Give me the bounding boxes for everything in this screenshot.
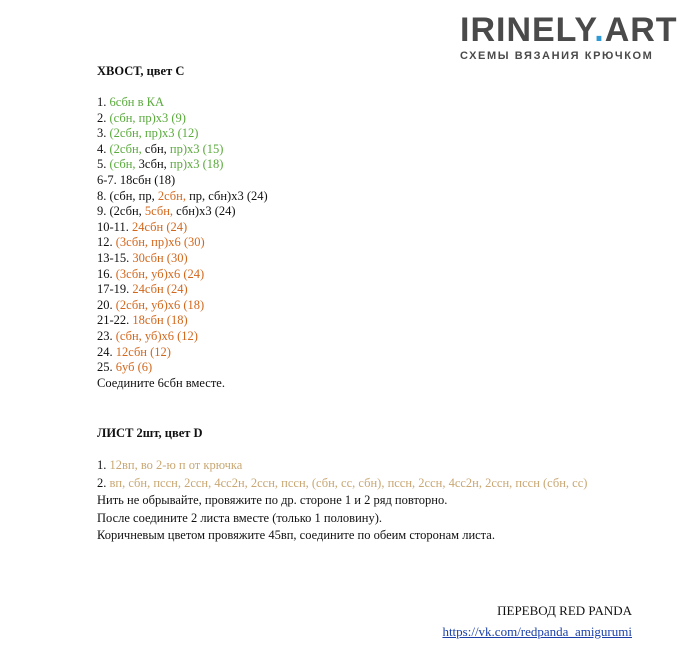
tail-row-segment: 3. bbox=[97, 126, 110, 141]
leaf-row bbox=[97, 492, 657, 510]
vk-link[interactable]: https://vk.com/redpanda_amigurumi bbox=[442, 624, 632, 639]
tail-row-segment: (3сбн, уб)х6 (24) bbox=[115, 266, 205, 281]
tail-row bbox=[97, 298, 657, 314]
leaf-row-segment: Нить не обрывайте, провяжите по др. стороне 1 и 2 ряд повторно. bbox=[97, 493, 448, 508]
tail-row-segment: 25. bbox=[97, 360, 116, 375]
tail-row-segment: 6сбн в КА bbox=[109, 95, 165, 109]
tail-row-segment: 1. bbox=[97, 95, 110, 109]
tail-row bbox=[97, 189, 657, 205]
tail-row-segment: 2. bbox=[97, 110, 110, 125]
tail-row-segment: 8. (сбн, пр, bbox=[97, 188, 158, 203]
tail-row-segment: пр, сбн)х3 (24) bbox=[189, 188, 268, 203]
tail-row-segment: пр)х3 (15) bbox=[169, 141, 224, 156]
tail-row bbox=[97, 111, 657, 127]
leaf-row-segment: 2. bbox=[97, 475, 110, 490]
tail-row-segment: (2сбн, bbox=[109, 141, 145, 156]
tail-row bbox=[97, 360, 657, 376]
tail-row-segment: (3сбн, пр)х6 (30) bbox=[115, 235, 205, 250]
tail-row bbox=[97, 376, 657, 392]
tail-row bbox=[97, 126, 657, 142]
tail-row bbox=[97, 142, 657, 158]
translation-credit: ПЕРЕВОД RED PANDA bbox=[497, 603, 632, 618]
tail-row-segment: 5. bbox=[97, 157, 110, 172]
leaf-row-segment: Коричневым цветом провяжите 45вп, соедините по обеим сторонам листа. bbox=[97, 528, 495, 543]
logo bbox=[460, 11, 678, 62]
tail-row-segment: 13-15. bbox=[97, 250, 133, 265]
tail-row bbox=[97, 267, 657, 283]
leaf-row-segment: После соедините 2 листа вместе (только 1 половину). bbox=[97, 510, 382, 525]
tail-row bbox=[97, 329, 657, 345]
leaf-row bbox=[97, 457, 657, 475]
logo-name-part2: ART bbox=[604, 11, 678, 49]
tail-row-segment: (сбн, пр)х3 (9) bbox=[109, 110, 186, 125]
leaf-row-segment: 1. bbox=[97, 458, 110, 473]
tail-row bbox=[97, 95, 657, 111]
tail-row bbox=[97, 157, 657, 173]
tail-row bbox=[97, 173, 657, 189]
tail-row-segment: пр)х3 (18) bbox=[169, 157, 224, 172]
tail-row bbox=[97, 251, 657, 267]
tail-row-segment: 23. bbox=[97, 328, 116, 343]
leaf-row-segment: вп, сбн, пссн, 2ссн, 4сс2н, 2ссн, пссн, (сбн, сс, сбн), пссн, 2ссн, 4сс2н, 2ссн, пссн (сбн, сс) bbox=[109, 475, 588, 490]
tail-row-segment: 12сбн (12) bbox=[115, 344, 171, 359]
tail-row bbox=[97, 220, 657, 236]
pattern-document bbox=[97, 62, 657, 545]
tail-row-segment: Соедините 6сбн вместе. bbox=[97, 375, 225, 390]
tail-row-segment: 10-11. bbox=[97, 219, 132, 234]
tail-row bbox=[97, 313, 657, 329]
tail-row-segment: 3сбн, bbox=[138, 157, 170, 172]
leaf-row-segment: 12вп, во 2-ю п от крючка bbox=[109, 458, 243, 473]
tail-row-segment: 6-7. 18сбн (18) bbox=[97, 172, 176, 187]
tail-row-segment: 17-19. bbox=[97, 282, 133, 297]
tail-row bbox=[97, 204, 657, 220]
tail-heading: ХВОСТ, цвет С bbox=[97, 64, 185, 78]
logo-tagline: СХЕМЫ ВЯЗАНИЯ КРЮЧКОМ bbox=[460, 50, 654, 62]
leaf-instructions bbox=[97, 457, 657, 545]
leaf-row bbox=[97, 475, 657, 493]
tail-instructions bbox=[97, 95, 657, 391]
tail-row-segment: 24. bbox=[97, 344, 116, 359]
tail-row-segment: (2сбн, пр)х3 (12) bbox=[109, 126, 199, 141]
leaf-row bbox=[97, 527, 657, 545]
tail-row-segment: сбн, bbox=[144, 141, 170, 156]
tail-row-segment: сбн)х3 (24) bbox=[176, 204, 236, 219]
tail-row-segment: 16. bbox=[97, 266, 116, 281]
tail-row-segment: 6уб (6) bbox=[115, 360, 153, 375]
tail-row-segment: 30сбн (30) bbox=[132, 250, 188, 265]
logo-dot: . bbox=[594, 11, 605, 49]
tail-row-segment: 24сбн (24) bbox=[131, 219, 188, 234]
tail-row-segment: 18сбн (18) bbox=[132, 313, 188, 328]
credits bbox=[442, 600, 632, 642]
leaf-heading: ЛИСТ 2шт, цвет D bbox=[97, 426, 203, 441]
tail-row-segment: 21-22. bbox=[97, 313, 133, 328]
tail-row bbox=[97, 282, 657, 298]
tail-row-segment: (сбн, bbox=[109, 157, 139, 172]
tail-row-segment: 4. bbox=[97, 141, 110, 156]
tail-row-segment: 9. (2сбн, bbox=[97, 204, 145, 219]
tail-row bbox=[97, 235, 657, 251]
tail-row-segment: (сбн, уб)х6 (12) bbox=[115, 328, 198, 343]
logo-name-part1: IRINELY bbox=[460, 11, 595, 49]
tail-row-segment: 2сбн, bbox=[157, 188, 190, 203]
tail-row-segment: 24сбн (24) bbox=[132, 282, 188, 297]
tail-row-segment: (2сбн, уб)х6 (18) bbox=[115, 297, 205, 312]
tail-row bbox=[97, 345, 657, 361]
leaf-row bbox=[97, 510, 657, 528]
tail-row-segment: 5сбн, bbox=[144, 204, 177, 219]
tail-row-segment: 20. bbox=[97, 297, 116, 312]
tail-row-segment: 12. bbox=[97, 235, 116, 250]
logo-wordmark bbox=[460, 11, 678, 49]
